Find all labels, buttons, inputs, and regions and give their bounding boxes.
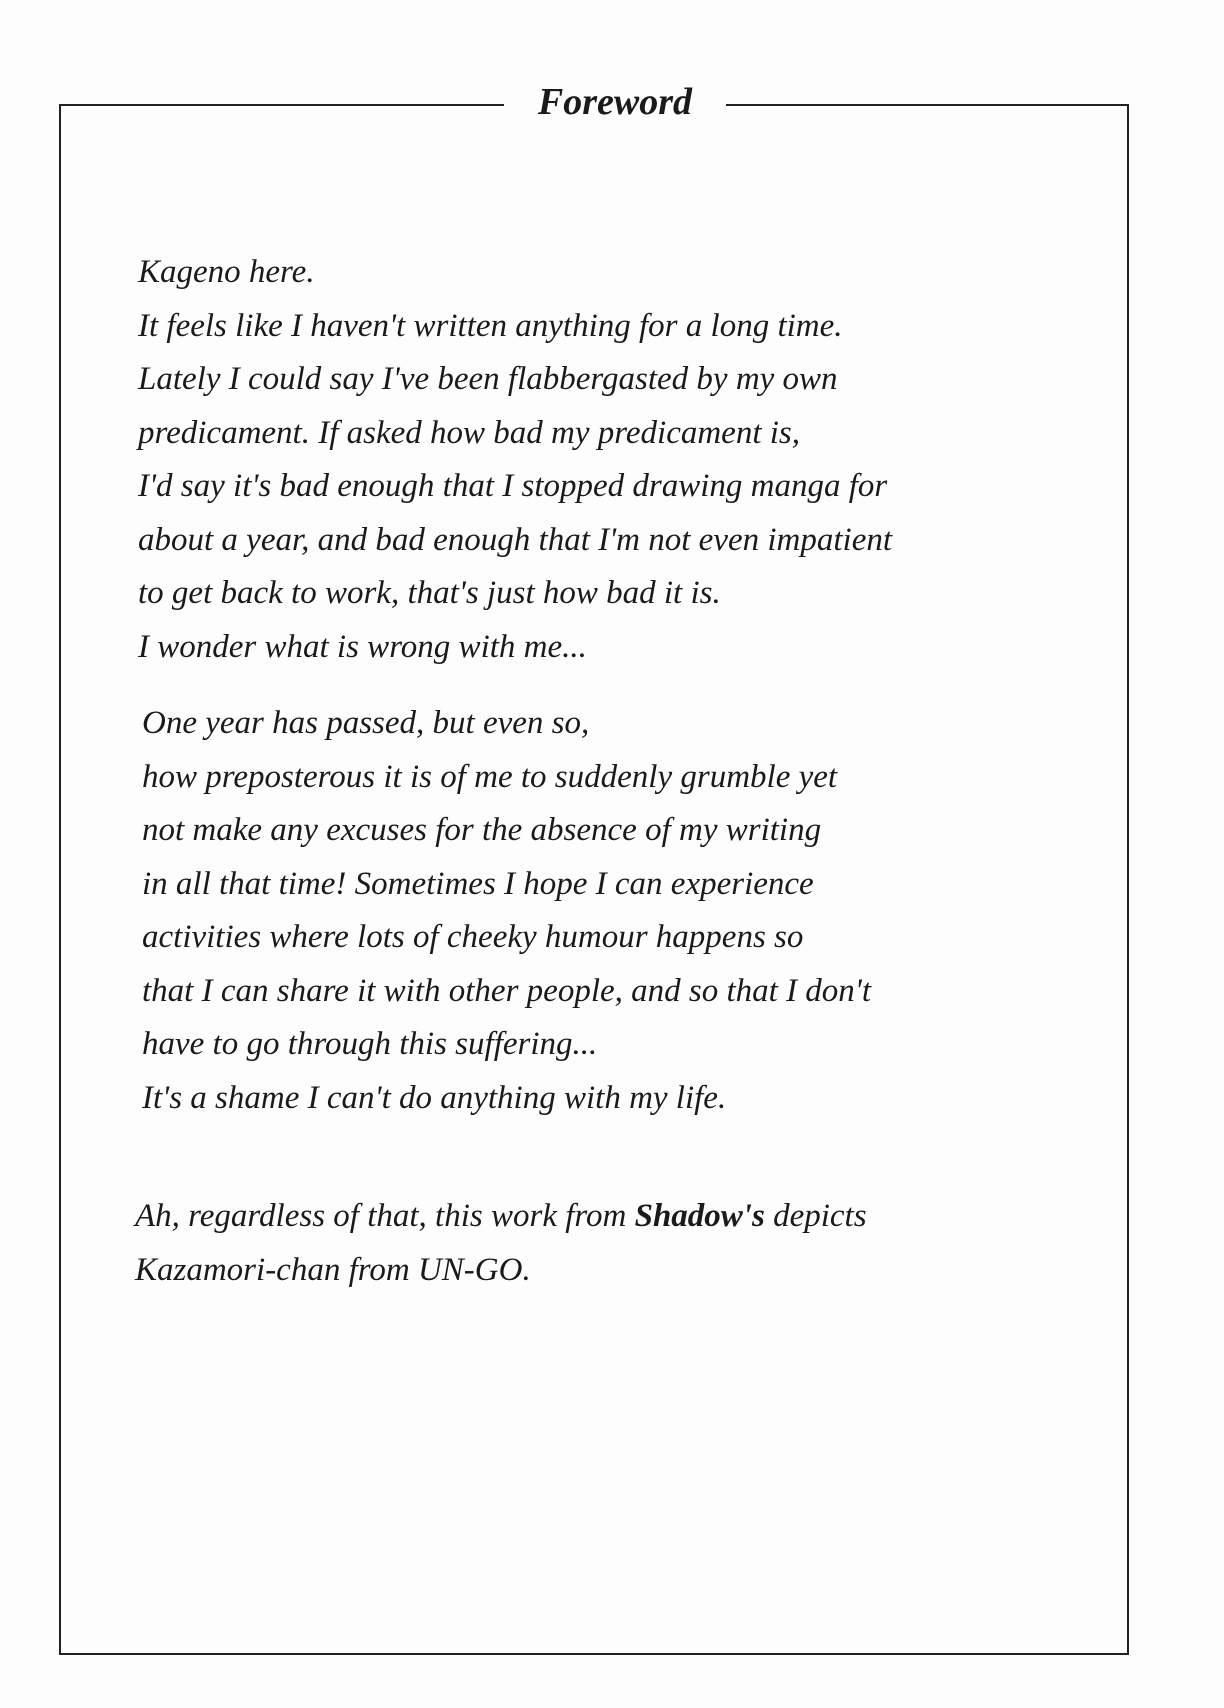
text-line: not make any excuses for the absence of my writing [142,812,822,848]
paragraph-2 [142,697,871,1125]
text-line: It's a shame I can't do anything with my life. [142,1079,727,1116]
text-line: to get back to work, that's just how bad it is. [138,575,721,611]
text-line: how preposterous it is of me to suddenly grumble yet [142,758,838,795]
text-segment: Ah, regardless of that, this work from [135,1198,635,1234]
paragraph-3 [135,1190,867,1297]
text-line: Kazamori-chan from UN-GO. [135,1251,531,1288]
text-line: Lately I could say I've been flabbergasted by my own [138,361,838,397]
text-line: It feels like I haven't written anything for a long time. [138,307,843,344]
text-line: activities where lots of cheeky humour happens so [142,919,804,955]
text-line: have to go through this suffering... [142,1026,598,1062]
text-line: One year has passed, but even so, [142,705,590,741]
paragraph-1 [138,246,892,674]
text-line: predicament. If asked how bad my predicament is, [138,414,800,451]
page-title: Foreword [504,76,726,128]
text-line: I'd say it's bad enough that I stopped drawing manga for [138,468,888,504]
text-line: I wonder what is wrong with me... [138,628,587,665]
text-line: about a year, and bad enough that I'm not even impatient [138,521,893,558]
circle-name: Shadow's [634,1198,765,1234]
text-line: that I can share it with other people, and so that I don't [142,972,872,1009]
text-segment: depicts [764,1198,867,1234]
text-line [135,1190,867,1244]
text-line: in all that time! Sometimes I hope I can experience [142,865,814,902]
text-line: Kageno here. [138,254,315,290]
